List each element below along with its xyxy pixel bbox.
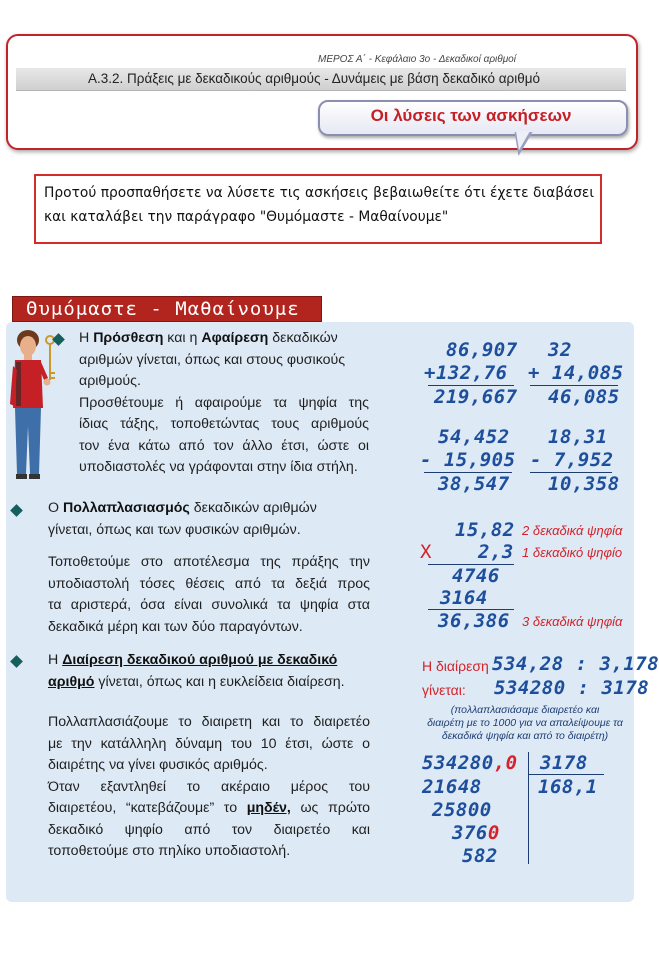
mul-note-1: 2 δεκαδικά ψηφία (522, 523, 623, 538)
text-run: ως πρώτο (290, 800, 370, 816)
long-division-step-3 (452, 822, 500, 844)
term-division: Διαίρεση δεκαδικού αριθμού με δεκαδικό (62, 652, 338, 668)
term-subtraction: Αφαίρεση (201, 330, 269, 346)
sub-a-operand-1: 54,452 (438, 426, 510, 448)
mul-note-3: 3 δεκαδικά ψηφία (522, 614, 623, 629)
mul-partial-1: 4746 (452, 565, 500, 587)
text-run: γίνεται, όπως και η ευκλείδεια διαίρεση. (94, 673, 345, 690)
dividend: 534280 (422, 752, 494, 774)
remember-title: Θυμόμαστε - Μαθαίνουμε (26, 298, 300, 320)
times-sign: X (420, 541, 432, 563)
mul-operand-1: 15,82 (455, 519, 515, 541)
text-line: δεκαδικά μέρη και των δύο παραγόντων. (48, 618, 303, 635)
text-line: υποδιαστολή τόσες θέσεις από τα δεξιά προς (48, 575, 370, 592)
division-expr-1: 534,28 : 3,178 (492, 653, 659, 675)
dividend-extra-zero: ,0 (493, 752, 518, 774)
text-line: Προσθέτουμε ή αφαιρούμε τα ψηφία της (79, 394, 369, 411)
text-run: Η (48, 652, 63, 668)
term-zero: μηδέν, (246, 800, 291, 816)
sub-b-result: 10,358 (548, 473, 620, 495)
step-digits: 376 (452, 822, 488, 844)
text-line: Πολλαπλασιάζουμε το διαιρετη και το διαιρετέο (48, 714, 370, 730)
text-line: τα αριστερά, όσα είναι συνολικά τα ψηφία στα (48, 597, 370, 613)
text-line: Όταν εξαντληθεί το ακέραιο μέρος του (48, 778, 370, 795)
sub-b-operand-1: 18,31 (548, 426, 608, 448)
text-line: αριθμών γίνεται, όπως και στους φυσικούς (79, 351, 346, 368)
section-title: Α.3.2. Πράξεις με δεκαδικούς αριθμούς - Δυνάμεις με βάση δεκαδικό αριθμό (88, 71, 540, 86)
add-b-operand-1: 32 (548, 339, 572, 361)
division-label-2: γίνεται: (422, 682, 466, 698)
term-addition: Πρόσθεση (93, 330, 164, 346)
add-a-operand-2: +132,76 (424, 362, 508, 384)
text-run: διαιρετέου, “κατεβάζουμε” το (48, 800, 247, 816)
sub-a-operand-2: - 15,905 (420, 449, 516, 471)
division-label-1: Η διαίρεση (422, 658, 489, 674)
add-b-result: 46,085 (548, 386, 620, 408)
text-run: Η (79, 330, 94, 346)
text-line: διαιρέτης να γίνει φυσικός αριθμός. (48, 757, 268, 773)
text-line: αριθμούς. (79, 373, 141, 389)
text-line: γίνεται, όπως και των φυσικών αριθμών. (48, 521, 301, 538)
note-line: (πολλαπλασιάσαμε διαιρετέο και (450, 704, 600, 716)
note-line: δεκαδικά ψηφία και από το διαιρέτη) (441, 730, 609, 742)
long-division-step-1: 21648 (422, 776, 482, 798)
division-note (412, 704, 638, 743)
sub-a-result: 38,547 (438, 473, 510, 495)
text-run: δεκαδικών (268, 330, 338, 346)
solutions-title: Οι λύσεις των ασκήσεων (370, 106, 572, 125)
addition-text (79, 328, 369, 479)
notice-line-1: Προτού προσπαθήσετε να λύσετε τις ασκήσεις βεβαιωθείτε ότι έχετε διαβάσει (44, 185, 595, 201)
text-line: Τοποθετούμε στο αποτέλεσμα της πράξης την (48, 554, 370, 570)
multiplication-intro (48, 498, 370, 541)
text-line: υποδιαστολές να γράφονται στην ίδια στήλη. (79, 459, 358, 475)
mul-note-2: 1 δεκαδικό ψηφίο (522, 545, 623, 560)
text-run: και η (163, 330, 202, 346)
long-division-remainder: 582 (462, 845, 498, 867)
text-line: με την κατάλληλη δύναμη του 10 έτσι, ώστε ο (48, 735, 370, 752)
term-multiplication: Πολλαπλασιασμός (62, 500, 190, 516)
student-illustration (8, 326, 56, 484)
chapter-label: ΜΕΡΟΣ Α΄ - Κεφάλαιο 3ο - Δεκαδικοί αριθμοί (318, 54, 516, 65)
text-line: τοποθετούμε στο πηλίκο υποδιαστολή. (48, 843, 291, 859)
division-horizontal-rule (528, 774, 604, 775)
division-vertical-rule (528, 752, 529, 864)
long-division-step-2: 25800 (432, 799, 492, 821)
division-expr-2: 534280 : 3178 (494, 677, 650, 699)
notice-line-2: και καταλάβει την παράγραφο "Θυμόμαστε - Μαθαίνουμε" (44, 209, 449, 225)
mul-partial-2: 3164 (440, 587, 488, 609)
text-run: Ο (48, 500, 63, 516)
long-division-quotient: 168,1 (538, 776, 598, 798)
division-intro (48, 650, 370, 693)
text-line: ίδιας τάξης, τοποθετώντας τους αριθμούς (79, 416, 369, 432)
sub-b-operand-2: - 7,952 (530, 449, 614, 471)
add-a-result: 219,667 (434, 386, 518, 408)
key-icon (46, 336, 55, 380)
text-line: δεκαδικό ψηφίο από τον διαιρετέο και (48, 821, 370, 838)
step-extra-zero: 0 (487, 822, 500, 844)
multiplication-text (48, 552, 370, 638)
long-division-dividend (422, 752, 518, 774)
mul-operand-2: 2,3 (478, 541, 514, 563)
note-line: διαιρέτη με το 1000 για να απαλείψουμε τα (427, 717, 623, 729)
term-number: αριθμό (48, 673, 95, 690)
mul-result: 36,386 (438, 610, 510, 632)
text-line: τον ένα κάτω από τον άλλο έτσι, ώστε οι (79, 437, 369, 454)
add-b-operand-2: + 14,085 (528, 362, 624, 384)
add-a-operand-1: 86,907 (446, 339, 518, 361)
text-run: δεκαδικών αριθμών (189, 500, 317, 516)
division-text (48, 712, 370, 863)
long-division-divisor: 3178 (540, 752, 588, 774)
